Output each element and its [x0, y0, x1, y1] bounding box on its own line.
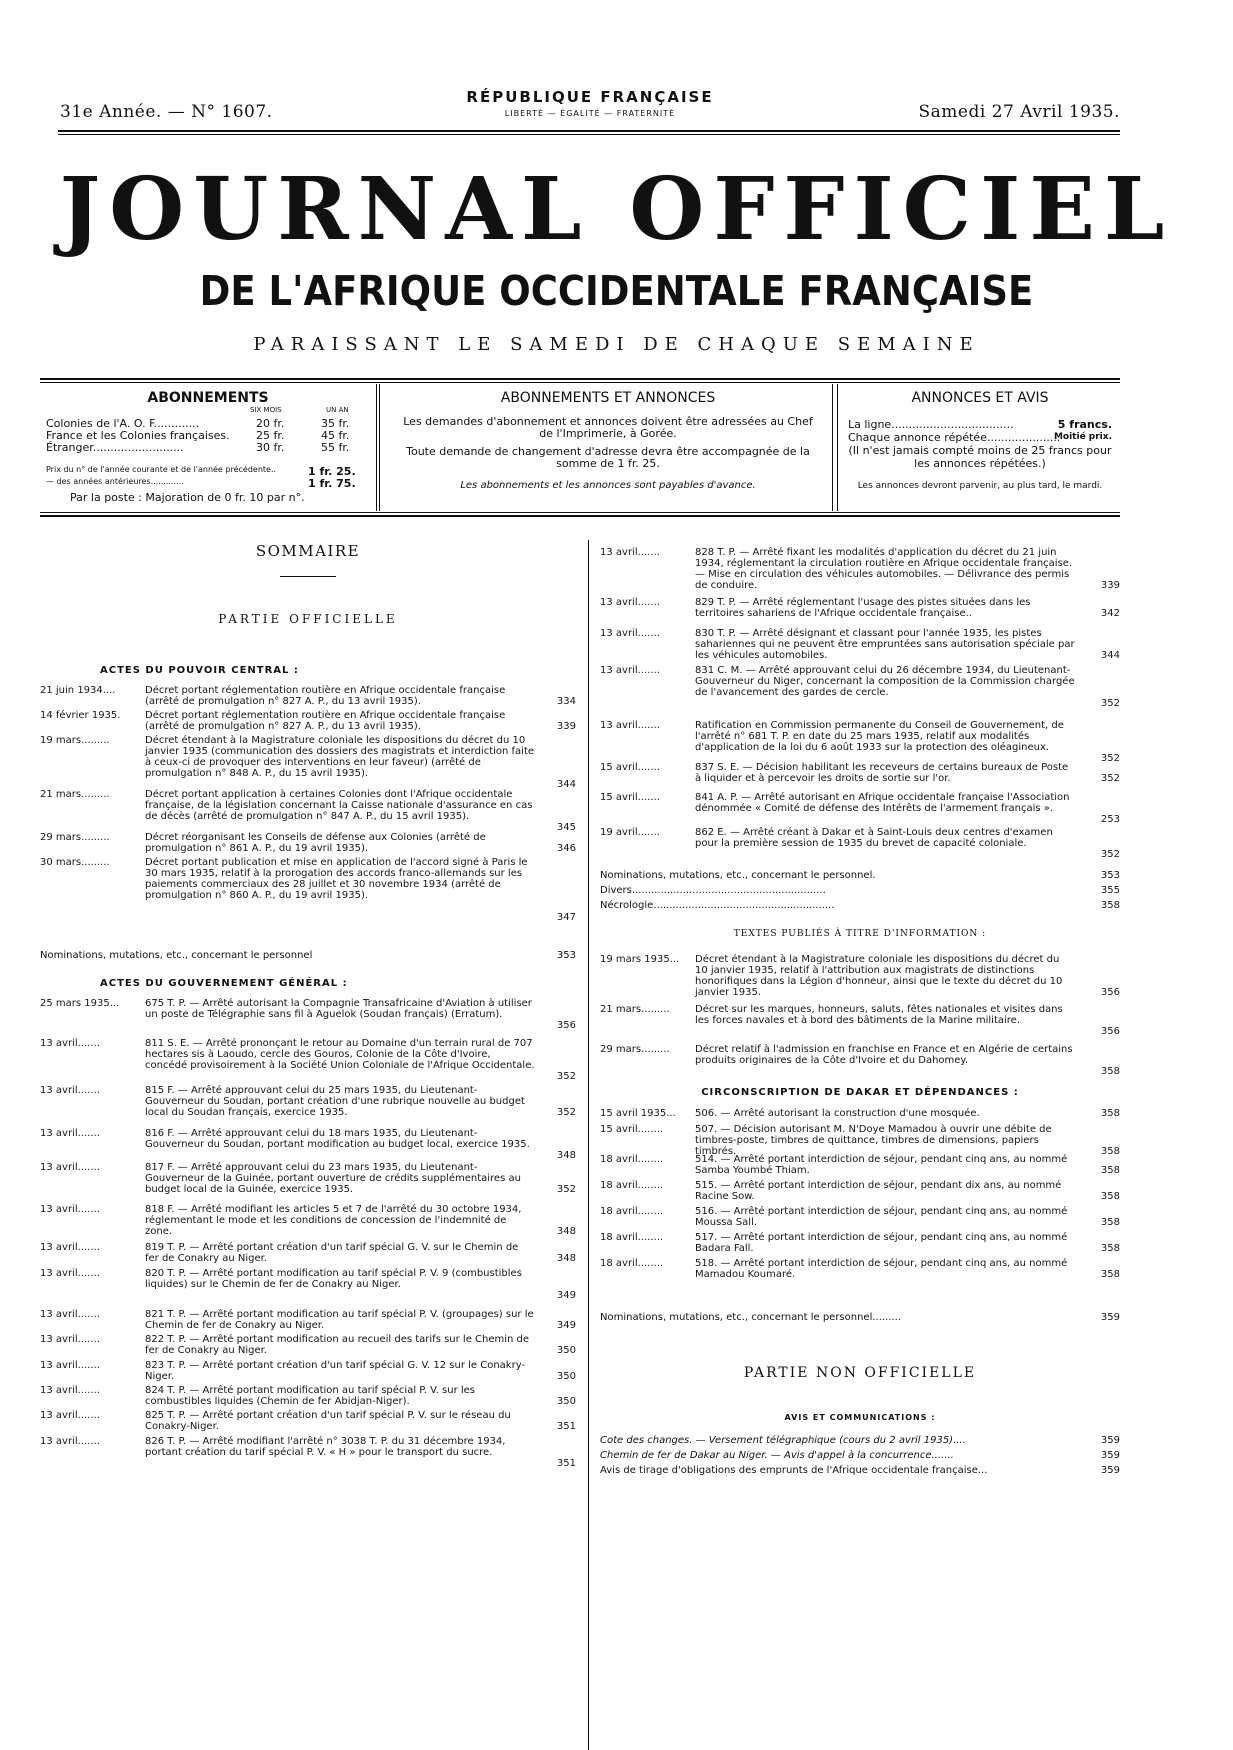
entry-date: 19 avril....... [600, 827, 660, 838]
header-rule-thin [58, 134, 1120, 135]
entry-date: 14 février 1935. [40, 710, 121, 721]
nominations-row: Nominations, mutations, etc., concernant le personnel 353 [40, 950, 576, 961]
entry-date: 13 avril....... [40, 1128, 100, 1139]
box-divider [836, 384, 838, 511]
entry-page: 334 [556, 696, 576, 707]
rate-row: Colonies de l'A. O. F............. 20 fr. 35 fr. [46, 417, 350, 430]
nominations-row: Nominations, mutations, etc., concernant le personnel......... 359 [600, 1312, 1120, 1323]
column-divider [588, 540, 589, 1750]
dakar-title: CIRCONSCRIPTION DE DAKAR ET DÉPENDANCES : [701, 1087, 1019, 1098]
entry-text: Ratification en Commission permanente du Conseil de Gouvernement, de l'arrêté n° 681 T. P. en date du 25 mars 1935, relatif aux modalités d'application de la loi du 6 août 1933 sur la protection des oléagineux. [695, 720, 1064, 753]
entry-page: 348 [556, 1226, 576, 1237]
section-pouvoir-central: ACTES DU POUVOIR CENTRAL : [100, 665, 299, 676]
entry-text: 817 F. — Arrêté approuvant celui du 23 mars 1935, du Lieutenant-Gouverneur de la Guinée, portant ouverture de crédits supplémentaires au budget local de la Guinée, exercice 1935. [145, 1162, 521, 1195]
entry-page: 356 [556, 1020, 576, 1031]
entry-page: 356 [1100, 1026, 1120, 1037]
entry-page: 358 [1100, 1243, 1120, 1254]
entry-text: 517. — Arrêté portant interdiction de séjour, pendant cinq ans, au nommé Badara Fall. [695, 1232, 1068, 1254]
box-divider [378, 384, 380, 511]
entry-date: 13 avril....... [40, 1242, 100, 1253]
entry-page: 352 [1100, 773, 1120, 784]
entry-page: 352 [556, 1107, 576, 1118]
entry-date: 13 avril....... [600, 628, 660, 639]
entry-date: 13 avril....... [40, 1162, 100, 1173]
entry-text: 824 T. P. — Arrêté portant modification au tarif spécial P. V. sur les combustibles liquides (Chemin de fer Abidjan-Niger). [145, 1385, 476, 1407]
avis-row: Cote des changes. — Versement télégraphique (cours du 2 avril 1935).... 359 [600, 1435, 1120, 1446]
sommaire-rule [280, 576, 336, 577]
entry-page: 352 [1100, 753, 1120, 764]
entry-date: 30 mars......... [40, 857, 110, 868]
box-rule-bottom [40, 515, 1120, 517]
masthead-title: JOURNAL OFFICIEL [59, 159, 1174, 260]
entry-text: Décret portant application à certaines Colonies dont l'Afrique occidentale française, de la législation concernant la Caisse nationale d'assurance en cas de décès (arrêté de promulgation n° 847 A. P., du 15 avril 1935). [145, 789, 533, 822]
entry-date: 21 mars......... [40, 789, 110, 800]
entry-text: 841 A. P. — Arrêté autorisant en Afrique occidentale française l'Association dénommée « Comité de défense des Intérêts de l'armement français ». [695, 792, 1070, 814]
section-gouvernement-general: ACTES DU GOUVERNEMENT GÉNÉRAL : [100, 978, 348, 989]
entry-page: 358 [1100, 1108, 1120, 1119]
entry-date: 29 mars......... [600, 1044, 670, 1055]
entry-text: Décret portant réglementation routière en Afrique occidentale française (arrêté de promulgation n° 827 A. P., du 13 avril 1935). [145, 685, 506, 707]
entry-text: 837 S. E. — Décision habilitant les receveurs de certains bureaux de Poste à liquider et à percevoir les droits de sortie sur l'or. [695, 762, 1069, 784]
entry-page: 350 [556, 1345, 576, 1356]
entry-page: 352 [1100, 698, 1120, 709]
entry-date: 13 avril....... [600, 597, 660, 608]
entry-text: 826 T. P. — Arrêté modifiant l'arrêté n° 3038 T. P. du 31 décembre 1934, portant création du tarif spécial P. V. « H » pour le transport du sucre. [145, 1436, 506, 1458]
annonces-centre-box [384, 384, 833, 511]
partie-officielle-title: PARTIE OFFICIELLE [218, 612, 398, 626]
republic-name: RÉPUBLIQUE FRANÇAISE [466, 88, 714, 106]
entry-text: 816 F. — Arrêté approuvant celui du 18 mars 1935, du Lieutenant-Gouverneur du Soudan, portant modification au budget local, exercice 1935. [145, 1128, 530, 1150]
entry-page: 352 [556, 1071, 576, 1082]
annonces-centre-title: ABONNEMENTS ET ANNONCES [500, 390, 716, 406]
entry-text: 507. — Décision autorisant M. N'Doye Mamadou à ouvrir une débite de timbres-poste, timbres de quittance, timbres de dimensions, papiers timbrés. [695, 1124, 1052, 1157]
entry-text: 820 T. P. — Arrêté portant modification au tarif spécial P. V. 9 (combustibles liquides) sur le Chemin de fer de Conakry au Niger. [145, 1268, 522, 1290]
entry-text: 862 E. — Arrêté créant à Dakar et à Saint-Louis deux centres d'examen pour la première session de 1935 du brevet de capacité coloniale. [695, 827, 1053, 849]
entry-text: 828 T. P. — Arrêté fixant les modalités d'application du décret du 21 juin 1934, réglementant la circulation routière en Afrique occidentale française. — Mise en circulation des véhicules automobiles. — Délivrance des permis de conduire. [695, 547, 1073, 591]
partie-non-officielle-title: PARTIE NON OFFICIELLE [743, 1365, 977, 1381]
annonces-centre-p1: Les demandes d'abonnement et annonces doivent être adressées au Chef de l'Imprimerie, à Gorée. [403, 415, 813, 440]
entry-date: 19 mars 1935... [600, 954, 680, 965]
box-rule-top-thin [40, 382, 1120, 383]
repeat-ad-row: Chaque annonce répétée..................... Moitié prix. [848, 431, 1112, 444]
box-rule-bottom-thin [40, 512, 1120, 513]
entry-page: 345 [556, 822, 576, 833]
minimum-note: (Il n'est jamais compté moins de 25 francs pour les annonces répétées.) [848, 444, 1112, 470]
entry-date: 18 avril........ [600, 1154, 664, 1165]
entry-date: 13 avril....... [40, 1085, 100, 1096]
entry-text: Décret étendant à la Magistrature coloniale les dispositions du décret du 10 janvier 1935 (communication des dossiers des magistrats et interdiction faite à ceux-ci de provoquer des interventions en leur faveur) (arrêté de promulgation n° 848 A. P., du 15 avril 1935). [145, 735, 535, 779]
issue-date: Samedi 27 Avril 1935. [918, 102, 1120, 122]
entry-page: 358 [1100, 1191, 1120, 1202]
entry-page: 348 [556, 1253, 576, 1264]
entry-page: 358 [1100, 1165, 1120, 1176]
tail-row: Nominations, mutations, etc., concernant le personnel. 353 [600, 870, 1120, 881]
abonnements-box [40, 384, 377, 511]
sommaire-title: SOMMAIRE [255, 542, 361, 560]
price-current-row: Prix du n° de l'année courante et de l'année précédente.. 1 fr. 25. [46, 465, 356, 478]
entry-text: 823 T. P. — Arrêté portant création d'un tarif spécial G. V. 12 sur le Conakry-Niger. [145, 1360, 526, 1382]
entry-page: 344 [1100, 650, 1120, 661]
entry-page: 358 [1100, 1146, 1120, 1157]
tail-row: Divers............................................................. 355 [600, 885, 1120, 896]
entry-date: 13 avril....... [600, 547, 660, 558]
entry-text: 825 T. P. — Arrêté portant création d'un tarif spécial P. V. sur le réseau du Conakry-Niger. [145, 1410, 511, 1432]
entry-date: 13 avril....... [600, 720, 660, 731]
entry-text: Décret portant réglementation routière en Afrique occidentale française (arrêté de promulgation n° 827 A. P., du 13 avril 1935). [145, 710, 506, 732]
annonces-centre-p3: Les abonnements et les annonces sont payables d'avance. [460, 480, 756, 491]
box-rule-top [40, 378, 1120, 380]
entry-date: 13 avril....... [40, 1334, 100, 1345]
entry-page: 350 [556, 1396, 576, 1407]
entry-page: 344 [556, 779, 576, 790]
entry-date: 13 avril....... [40, 1204, 100, 1215]
entry-text: 516. — Arrêté portant interdiction de séjour, pendant cinq ans, au nommé Moussa Sall. [695, 1206, 1068, 1228]
annonces-centre-p2: Toute demande de changement d'adresse devra être accompagnée de la somme de 1 fr. 25. [406, 445, 810, 470]
entry-text: 818 F. — Arrêté modifiant les articles 5 et 7 de l'arrêté du 30 octobre 1934, réglementant le mode et les conditions de concession de l'indemnité de zone. [145, 1204, 522, 1237]
rate-row: France et les Colonies françaises. 25 fr. 45 fr. [46, 429, 350, 442]
entry-text: 514. — Arrêté portant interdiction de séjour, pendant cinq ans, au nommé Samba Youmbé Thiam. [695, 1154, 1068, 1176]
entry-date: 18 avril........ [600, 1180, 664, 1191]
one-year-header: UN AN [326, 406, 349, 414]
entry-date: 13 avril....... [40, 1436, 100, 1447]
entry-page: 347 [556, 912, 576, 923]
abonnements-title: ABONNEMENTS [147, 390, 269, 406]
rate-row: Étranger.......................... 30 fr. 55 fr. [46, 441, 350, 454]
entry-date: 13 avril....... [40, 1309, 100, 1320]
entry-page: 358 [1100, 1217, 1120, 1228]
entry-text: Décret relatif à l'admission en franchise en France et en Algérie de certains produits originaires de la Côte d'Ivoire et du Dahomey. [695, 1044, 1073, 1066]
entry-page: 352 [556, 1184, 576, 1195]
textes-title: TEXTES PUBLIÉS À TITRE D'INFORMATION : [733, 929, 987, 939]
top-line [60, 88, 1120, 128]
entry-date: 18 avril........ [600, 1206, 664, 1217]
tail-row: Nécrologie......................................................... 358 [600, 900, 1120, 911]
masthead-tagline: PARAISSANT LE SAMEDI DE CHAQUE SEMAINE [253, 334, 980, 355]
six-months-header: SIX MOIS [250, 406, 282, 414]
entry-date: 18 avril........ [600, 1232, 664, 1243]
price-line-row: La ligne................................... 5 francs. [848, 418, 1112, 431]
entry-text: 831 C. M. — Arrêté approuvant celui du 26 décembre 1934, du Lieutenant-Gouverneur du Niger, concernant la composition de la Commission chargée de l'avancement des gardes de cercle. [695, 665, 1075, 698]
header-rule [58, 130, 1120, 132]
entry-text: Décret portant publication et mise en application de l'accord signé à Paris le 30 mars 1935, relatif à la prorogation des accords franco-allemands sur les paiements commerciaux des 28 juillet et 30 novembre 1934 (arrêté de promulgation n° 860 A. P., du 19 avril 1935). [145, 857, 528, 901]
entry-page: 346 [556, 843, 576, 854]
entry-date: 13 avril....... [40, 1410, 100, 1421]
entry-text: 829 T. P. — Arrêté réglementant l'usage des pistes situées dans les territoires sahariens de l'Afrique occidentale française.. [695, 597, 1031, 619]
entry-date: 21 mars......... [600, 1004, 670, 1015]
entry-page: 342 [1100, 608, 1120, 619]
entry-page: 356 [1100, 987, 1120, 998]
entry-text: 819 T. P. — Arrêté portant création d'un tarif spécial G. V. sur le Chemin de fer de Conakry au Niger. [145, 1242, 519, 1264]
entry-page: 358 [1100, 1269, 1120, 1280]
annonces-avis-title: ANNONCES ET AVIS [911, 390, 1049, 406]
republic-block [440, 88, 740, 118]
entry-text: 822 T. P. — Arrêté portant modification au recueil des tarifs sur le Chemin de fer de Conakry au Niger. [145, 1334, 530, 1356]
entry-page: 349 [556, 1320, 576, 1331]
masthead-subtitle: DE L'AFRIQUE OCCIDENTALE FRANÇAISE [199, 267, 1034, 316]
price-older-row: — des années antérieures............. 1 fr. 75. [46, 477, 356, 490]
republic-motto: LIBERTÉ — ÉGALITÉ — FRATERNITÉ [504, 109, 676, 118]
entry-date: 21 juin 1934.... [40, 685, 116, 696]
entry-date: 19 mars......... [40, 735, 110, 746]
entry-page: 351 [556, 1458, 576, 1469]
entry-date: 13 avril....... [600, 665, 660, 676]
entry-text: 815 F. — Arrêté approuvant celui du 25 mars 1935, du Lieutenant-Gouverneur du Soudan, portant création d'une rubrique nouvelle au budget local du Soudan français, exercice 1935. [145, 1085, 525, 1118]
postage-row: Par la poste : Majoration de 0 fr. 10 par n°. [70, 491, 305, 504]
entry-page: 348 [556, 1150, 576, 1161]
entry-page: 339 [556, 721, 576, 732]
entry-text: 821 T. P. — Arrêté portant modification au tarif spécial P. V. (groupages) sur le Chemin de fer de Conakry au Niger. [145, 1309, 534, 1331]
entry-date: 15 avril 1935... [600, 1108, 676, 1119]
entry-text: 675 T. P. — Arrêté autorisant la Compagnie Transafricaine d'Aviation à utiliser un poste de Télégraphie sans fil à Aguelok (Soudan français) (Erratum). [145, 998, 532, 1020]
entry-date: 25 mars 1935... [40, 998, 120, 1009]
entry-page: 350 [556, 1371, 576, 1382]
entry-date: 18 avril........ [600, 1258, 664, 1269]
entry-text: 515. — Arrêté portant interdiction de séjour, pendant dix ans, au nommé Racine Sow. [695, 1180, 1062, 1202]
entry-date: 15 avril........ [600, 1124, 664, 1135]
entry-text: 830 T. P. — Arrêté désignant et classant pour l'année 1935, les pistes sahariennes qui ne peuvent être empruntées sans autorisation spéciale par les véhicules automobiles. [695, 628, 1075, 661]
entry-date: 15 avril....... [600, 792, 660, 803]
entry-text: 506. — Arrêté autorisant la construction d'une mosquée. [695, 1108, 980, 1119]
avis-row: Chemin de fer de Dakar au Niger. — Avis d'appel à la concurrence....... 359 [600, 1450, 1120, 1461]
entry-text: Décret réorganisant les Conseils de défense aux Colonies (arrêté de promulgation n° 861 A. P., du 19 avril 1935). [145, 832, 486, 854]
entry-page: 253 [1100, 814, 1120, 825]
entry-text: Décret étendant à la Magistrature coloniale les dispositions du décret du 10 janvier 1935, relatif à l'attribution aux magistrats de distinctions honorifiques dans la Légion d'honneur, ainsi que le texte du décret du 10 janvier 1935. [695, 954, 1063, 998]
entry-page: 351 [556, 1421, 576, 1432]
issue-number: 31e Année. — N° 1607. [60, 102, 273, 122]
entry-date: 13 avril....... [40, 1385, 100, 1396]
annonces-avis-box [840, 384, 1120, 511]
entry-text: Décret sur les marques, honneurs, saluts, fêtes nationales et visites dans les forces navales et à bord des bâtiments de la Marine militaire. [695, 1004, 1063, 1026]
entry-date: 13 avril....... [40, 1038, 100, 1049]
avis-title: AVIS ET COMMUNICATIONS : [784, 1413, 936, 1422]
subscription-boxes [40, 384, 1120, 511]
entry-date: 29 mars......... [40, 832, 110, 843]
avis-row: Avis de tirage d'obligations des emprunts de l'Afrique occidentale française... 359 [600, 1465, 1120, 1476]
entry-text: 811 S. E. — Arrêté prononçant le retour au Domaine d'un terrain rural de 707 hectares sis à Laoudo, cercle des Gouros, Colonie de la Côte d'Ivoire, concédé provisoirement à la Société Union Coloniale de l'Afrique Occidentale. [145, 1038, 535, 1071]
entry-page: 339 [1100, 580, 1120, 591]
entry-text: 518. — Arrêté portant interdiction de séjour, pendant cinq ans, au nommé Mamadou Koumaré. [695, 1258, 1068, 1280]
entry-date: 13 avril....... [40, 1268, 100, 1279]
entry-date: 13 avril....... [40, 1360, 100, 1371]
entry-page: 352 [1100, 849, 1120, 860]
entry-date: 15 avril....... [600, 762, 660, 773]
entry-page: 349 [556, 1290, 576, 1301]
deadline-note: Les annonces devront parvenir, au plus tard, le mardi. [857, 481, 1103, 491]
entry-page: 358 [1100, 1066, 1120, 1077]
